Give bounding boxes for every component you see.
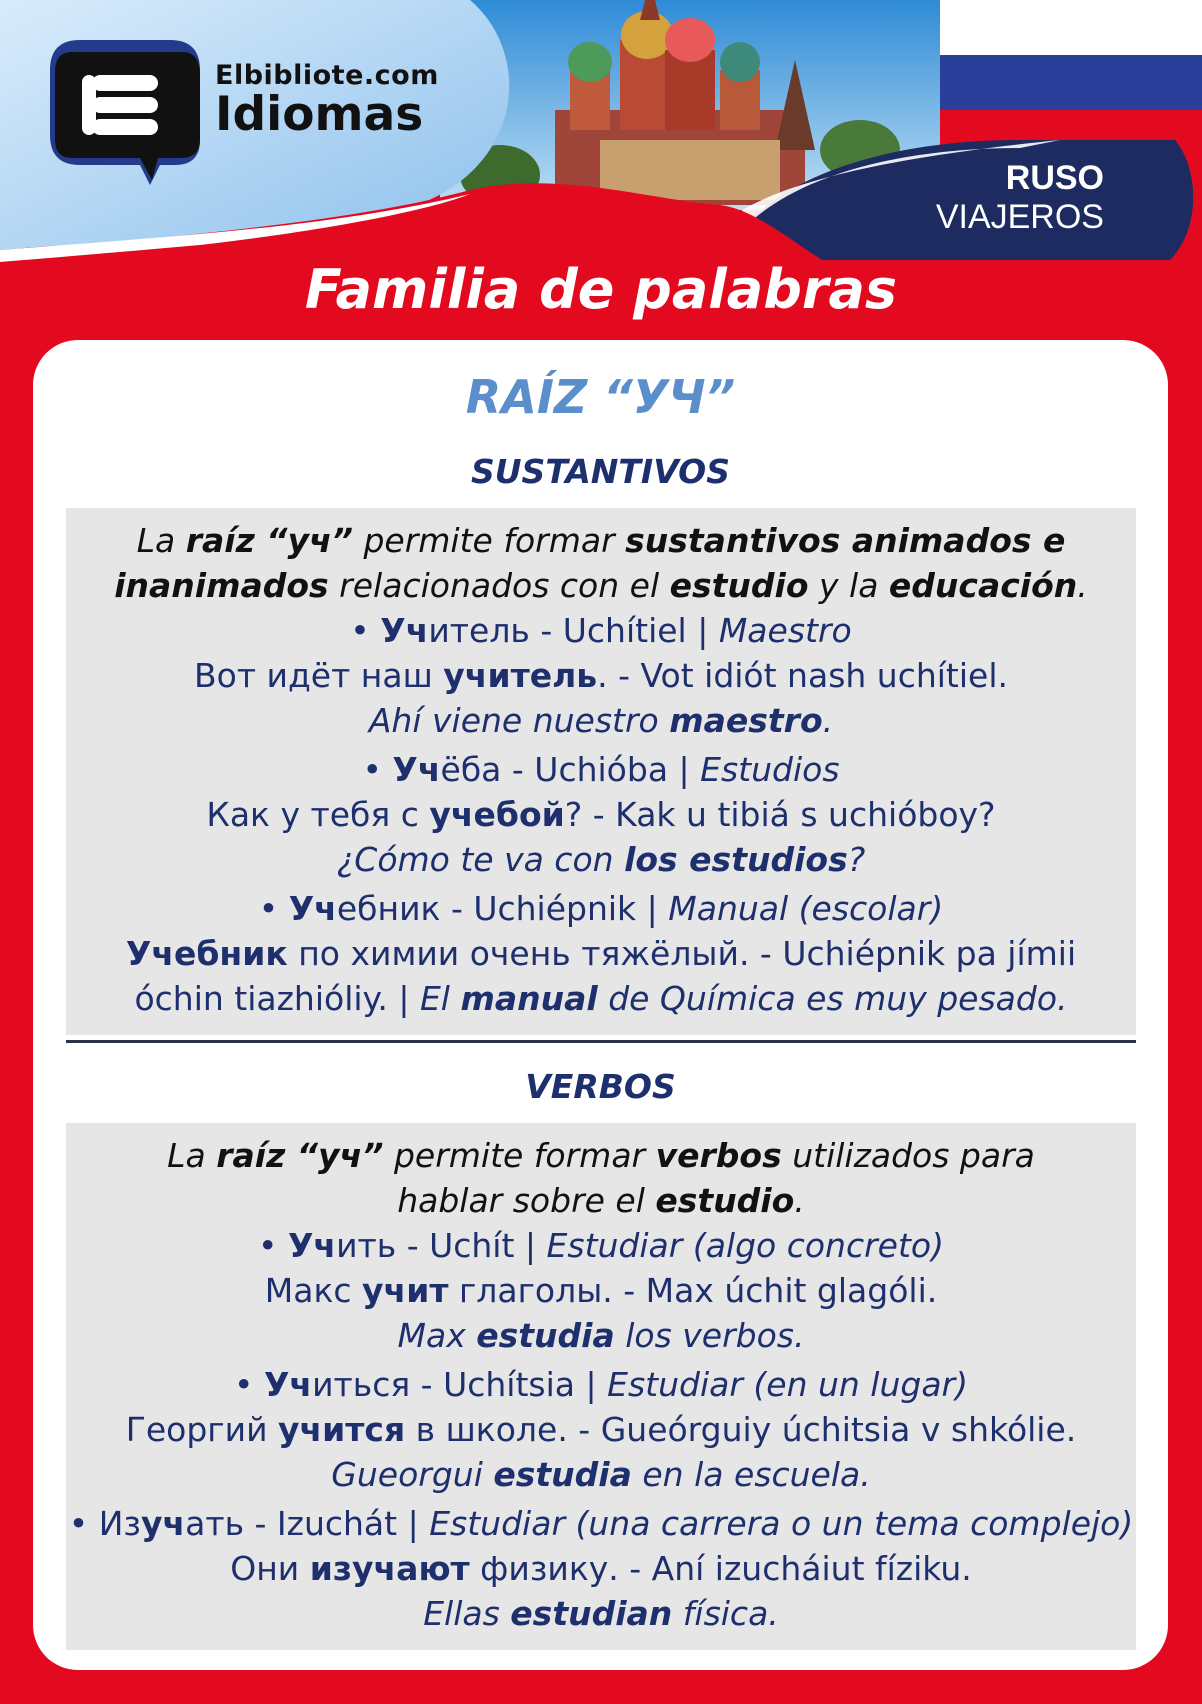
text-run: utilizados para (781, 1136, 1035, 1175)
text-run: Max (397, 1316, 477, 1355)
text-run: в школе. - Gueórguiy úchitsia v shkólie. (405, 1410, 1077, 1449)
text-run: Уч (380, 611, 429, 650)
entry-head (66, 1362, 1136, 1407)
entry-head (66, 1501, 1136, 1546)
verbs-box (66, 1123, 1136, 1650)
text-run: по химии очень тяжёлый. - Uchiépnik pa jímii (287, 934, 1077, 973)
text-run: учебой (429, 795, 565, 834)
text-run: Уч (287, 1226, 337, 1265)
word-entry (66, 1223, 1136, 1358)
text-run: учитель (443, 656, 598, 695)
text-run: permite formar (352, 521, 626, 560)
text-run: inanimados (114, 566, 329, 605)
brand (215, 60, 439, 142)
text-run: Они (230, 1549, 310, 1588)
text-run: Уч (288, 889, 337, 928)
text-run: en la escuela. (631, 1455, 871, 1494)
entry-translation (66, 1591, 1136, 1636)
text-run: hablar sobre el (397, 1181, 656, 1220)
tag-level: VIAJEROS (935, 198, 1104, 236)
entry-translation (66, 1452, 1136, 1497)
divider (66, 1040, 1136, 1043)
word-entry (66, 886, 1136, 1021)
verbs-entries (66, 1223, 1136, 1636)
nouns-box (66, 508, 1136, 1035)
text-run: estudian (510, 1594, 673, 1633)
text-run: estudia (476, 1316, 615, 1355)
word-entry (66, 1501, 1136, 1636)
text-run: ? (847, 840, 866, 879)
entry-example (66, 1407, 1136, 1452)
level-tag (936, 158, 1104, 236)
word-entry (66, 608, 1136, 743)
chat-bubble-logo-icon (50, 40, 200, 185)
text-run: . (794, 1181, 805, 1220)
text-run: уч (140, 1504, 186, 1543)
text-run: Учебник (125, 934, 288, 973)
entry-example (66, 653, 1136, 698)
header (0, 0, 1202, 270)
text-run: учит (362, 1271, 449, 1310)
text-run: • (362, 750, 393, 789)
text-run: de Química es muy pesado. (597, 979, 1068, 1018)
text-run: изучают (309, 1549, 470, 1588)
text-run: • (258, 889, 289, 928)
tag-language: RUSO (1005, 159, 1104, 197)
verbs-intro (66, 1133, 1136, 1223)
text-run: estudia (493, 1455, 632, 1494)
text-run: Как у тебя с (206, 795, 430, 834)
text-run: Ahí viene nuestro (368, 701, 670, 740)
text-run: . (1077, 566, 1088, 605)
text-run: . (822, 701, 834, 740)
page-title: Familia de palabras (304, 258, 898, 321)
text-run: ать - Izuchát | (185, 1504, 430, 1543)
text-run: estudio (669, 566, 809, 605)
brand-site: Elbibliote.com (215, 60, 439, 91)
text-run: permite formar (383, 1136, 656, 1175)
text-run: Estudios (700, 750, 840, 789)
text-run: La (167, 1136, 217, 1175)
word-entry (66, 747, 1136, 882)
entry-head (66, 1223, 1136, 1268)
entry-example (66, 1546, 1136, 1591)
text-run: raíz “уч” (185, 521, 353, 560)
entry-head (66, 608, 1136, 653)
entry-example (66, 1268, 1136, 1313)
text-run: La (136, 521, 186, 560)
entry-translation (66, 698, 1136, 743)
text-run: El (419, 979, 461, 1018)
text-run: óchin tiazhióliy. | (134, 979, 420, 1018)
text-run: ёба - Uchióba | (440, 750, 701, 789)
text-run: . - Vot idiót nash uchítiel. (597, 656, 1008, 695)
text-run: Ellas (423, 1594, 511, 1633)
text-run: Уч (263, 1365, 313, 1404)
text-run: educación (888, 566, 1078, 605)
text-run: Gueorgui (331, 1455, 494, 1494)
content-card (33, 340, 1168, 1670)
text-run: физику. - Aní izucháiut fíziku. (469, 1549, 972, 1588)
nouns-intro (66, 518, 1136, 608)
text-run: иться - Uchítsia | (312, 1365, 608, 1404)
text-run: raíz “уч” (216, 1136, 384, 1175)
text-run: • (258, 1226, 288, 1265)
text-run: • (234, 1365, 264, 1404)
text-run: Макс (264, 1271, 363, 1310)
text-run: Maestro (718, 611, 852, 650)
text-run: ить - Uchít | (336, 1226, 547, 1265)
entry-head (66, 747, 1136, 792)
text-run: Георгий (125, 1410, 279, 1449)
text-run: глаголы. - Max úchit glagóli. (448, 1271, 938, 1310)
entry-example (66, 931, 1136, 1021)
section-title-verbs: VERBOS (525, 1067, 676, 1106)
text-run: y la (808, 566, 889, 605)
text-run: Estudiar (algo concreto) (546, 1226, 944, 1265)
entry-translation (66, 837, 1136, 882)
text-run: Estudiar (en un lugar) (607, 1365, 968, 1404)
text-run: Estudiar (una carrera o un tema complejo) (429, 1504, 1134, 1543)
nouns-entries (66, 608, 1136, 1021)
text-run: • (350, 611, 381, 650)
text-run: sustantivos animados e (625, 521, 1066, 560)
brand-name: Idiomas (215, 87, 424, 142)
root-title: RAÍZ “УЧ” (465, 370, 736, 424)
text-run: los verbos. (614, 1316, 805, 1355)
entry-translation (66, 1313, 1136, 1358)
section-title-nouns: SUSTANTIVOS (470, 452, 730, 491)
text-run: ? - Kak u tibiá s uchióboy? (564, 795, 996, 834)
text-run: Вот идёт наш (193, 656, 444, 695)
text-run: estudio (655, 1181, 795, 1220)
text-run: итель - Uchítiel | (428, 611, 719, 650)
entry-head (66, 886, 1136, 931)
text-run: los estudios (624, 840, 848, 879)
text-run: manual (460, 979, 598, 1018)
text-run: Уч (392, 750, 441, 789)
text-run: учится (278, 1410, 406, 1449)
text-run: ¿Cómo te va con (336, 840, 625, 879)
text-run: Manual (escolar) (668, 889, 944, 928)
text-run: física. (672, 1594, 779, 1633)
word-entry (66, 1362, 1136, 1497)
text-run: relacionados con el (328, 566, 670, 605)
text-run: verbos (655, 1136, 782, 1175)
entry-example (66, 792, 1136, 837)
text-run: ебник - Uchiépnik | (336, 889, 669, 928)
text-run: • Из (68, 1504, 141, 1543)
text-run: maestro (669, 701, 823, 740)
